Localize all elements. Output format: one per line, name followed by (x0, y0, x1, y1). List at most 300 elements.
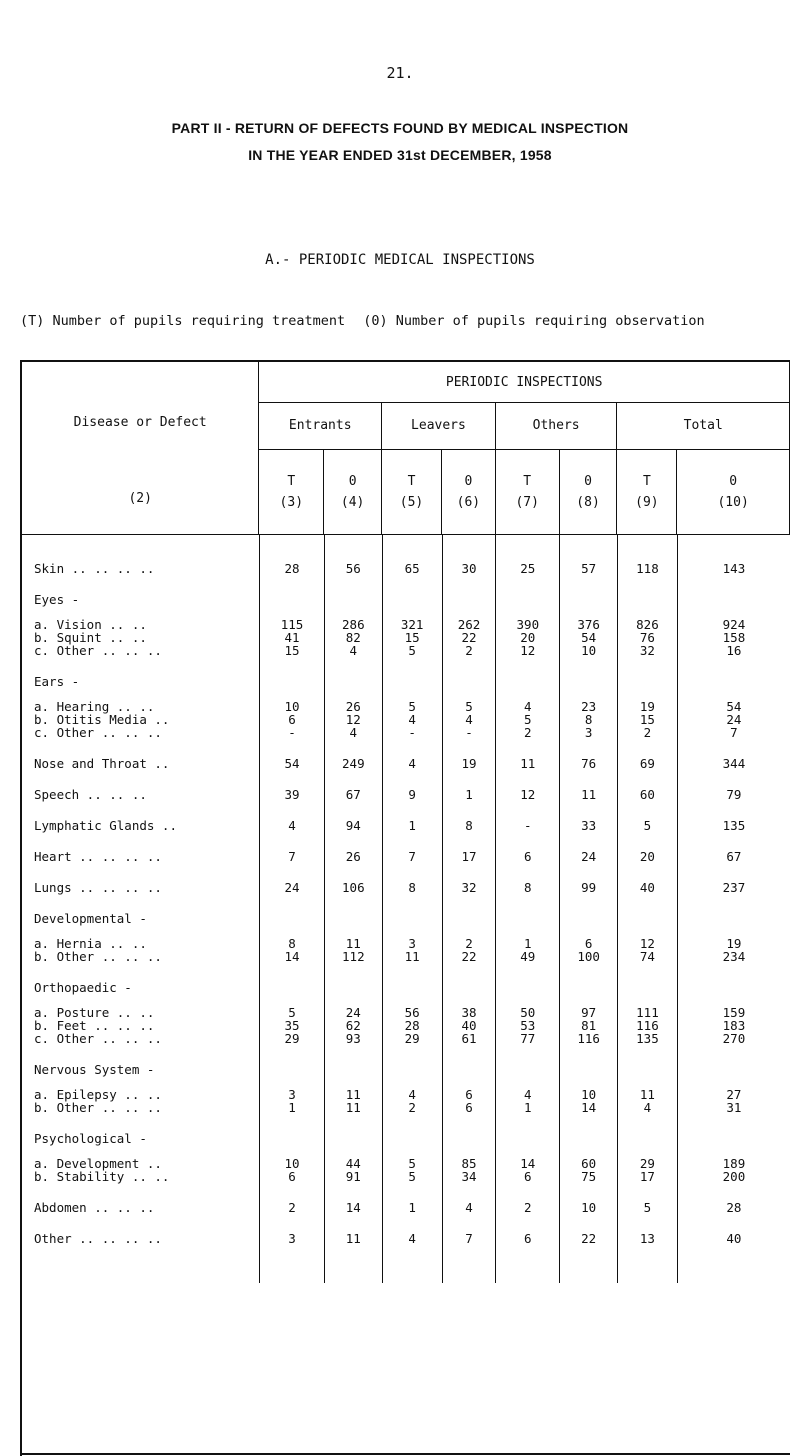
value-cell (324, 1120, 382, 1189)
value-cell (442, 1051, 496, 1120)
value: 12 (345, 712, 361, 727)
value: 5 (408, 643, 416, 658)
value-cell (560, 807, 618, 838)
value-cell (442, 663, 496, 745)
defect-label (22, 776, 260, 807)
value-cell (442, 1189, 496, 1220)
column-header (617, 449, 677, 534)
value: 22 (461, 630, 477, 645)
value: 50 (520, 1005, 536, 1020)
value-cell (560, 869, 618, 900)
value-cell (496, 581, 560, 663)
value: 158 (722, 630, 746, 645)
value: 99 (581, 880, 597, 895)
defect-name: a. Development .. (34, 1156, 162, 1171)
value-cell (560, 969, 618, 1051)
value: 82 (345, 630, 361, 645)
value-cell (382, 969, 442, 1051)
value: 5 (408, 1156, 416, 1171)
value: 40 (726, 1231, 742, 1246)
report-title: PART II - RETURN OF DEFECTS FOUND BY MEDICAL INSPECTION (171, 120, 629, 136)
defect-label (22, 1051, 260, 1120)
value: 85 (461, 1156, 477, 1171)
defect-group-heading: Ears - (34, 674, 80, 689)
value-cell (677, 869, 790, 900)
value: 14 (284, 949, 300, 964)
value-cell (442, 581, 496, 663)
value: 29 (639, 1156, 655, 1171)
value: 100 (577, 949, 600, 964)
value: 4 (349, 725, 358, 740)
value-cell (496, 969, 560, 1051)
value: 28 (726, 1200, 742, 1215)
value: 31 (726, 1100, 742, 1115)
defect-name: b. Feet .. .. .. (34, 1018, 155, 1033)
value-cell (260, 869, 325, 900)
value: 8 (584, 712, 593, 727)
value: 19 (639, 699, 655, 714)
table-row (22, 1051, 790, 1120)
value-cell (382, 1051, 442, 1120)
value: 2 (288, 1200, 296, 1215)
column-number: (7) (515, 494, 539, 510)
value: 22 (581, 1231, 597, 1246)
value: 61 (461, 1031, 477, 1046)
value: 116 (577, 1031, 600, 1046)
column-number: (5) (399, 494, 424, 510)
value: 97 (581, 1005, 597, 1020)
defect-name: b. Other .. .. .. (34, 1100, 162, 1115)
value-cell (496, 534, 560, 581)
value: 118 (636, 561, 659, 576)
value-cell (618, 1051, 678, 1120)
table-body (22, 534, 790, 1283)
value-cell (677, 838, 790, 869)
value: 115 (280, 617, 304, 632)
disease-header-label: Disease or Defect (73, 415, 207, 430)
defect-label (22, 869, 260, 900)
value: 14 (581, 1100, 597, 1115)
value: 67 (726, 849, 742, 864)
value-cell (382, 534, 442, 581)
value-cell (677, 745, 790, 776)
value: 1 (288, 1100, 296, 1115)
value: 1 (408, 818, 416, 833)
value: 27 (726, 1087, 742, 1102)
table-row (22, 969, 790, 1051)
value-cell (496, 745, 560, 776)
table-header (22, 362, 790, 535)
value: 4 (408, 712, 416, 727)
spacer-cell (618, 1251, 678, 1283)
value-cell (560, 663, 618, 745)
defects-table (20, 360, 790, 1456)
value: 8 (288, 936, 296, 951)
value-cell (382, 807, 442, 838)
defect-group-heading: Eyes - (34, 592, 80, 607)
value-cell (260, 900, 325, 969)
value: 3 (408, 936, 416, 951)
value-cell (618, 1189, 678, 1220)
value: 44 (345, 1156, 361, 1171)
value: 15 (284, 643, 300, 658)
value: 32 (461, 880, 477, 895)
value-cell (560, 1189, 618, 1220)
defect-name: Abdomen .. .. .. (34, 1200, 155, 1215)
value: 20 (639, 849, 655, 864)
defect-label (22, 1189, 260, 1220)
value: 53 (520, 1018, 536, 1033)
value: 13 (639, 1231, 655, 1246)
value: 26 (345, 699, 361, 714)
table-row (22, 869, 790, 900)
defect-name: a. Hernia .. .. (34, 936, 147, 951)
defect-label (22, 581, 260, 663)
value-cell (442, 838, 496, 869)
value-cell (442, 807, 496, 838)
value-cell (324, 900, 382, 969)
value: 12 (639, 936, 655, 951)
value: 8 (408, 880, 416, 895)
defect-group-heading: Nervous System - (34, 1062, 155, 1077)
value: - (408, 725, 416, 740)
value: 11 (345, 1087, 361, 1102)
table-row (22, 900, 790, 969)
value: 6 (465, 1100, 473, 1115)
column-number: (10) (717, 494, 749, 510)
legend-observation: (0) Number of pupils requiring observation (363, 313, 705, 329)
value: - (524, 818, 532, 833)
value: 5 (408, 699, 416, 714)
defect-group-heading: Orthopaedic - (34, 980, 132, 995)
defect-name: a. Vision .. .. (34, 617, 147, 632)
value: 9 (408, 787, 416, 802)
value-cell (324, 581, 382, 663)
value: 286 (342, 617, 365, 632)
value-cell (496, 900, 560, 969)
column-number: (3) (279, 494, 304, 510)
spacer-cell (324, 1251, 382, 1283)
value-cell (260, 663, 325, 745)
value: 93 (345, 1031, 361, 1046)
category-header: Total (617, 403, 790, 450)
value: 10 (581, 1087, 597, 1102)
defect-name: Nose and Throat .. (34, 756, 170, 771)
value: 2 (643, 725, 652, 740)
column-letter: 0 (464, 473, 473, 489)
report-subtitle: IN THE YEAR ENDED 31st DECEMBER, 1958 (248, 147, 552, 163)
value-cell (260, 581, 325, 663)
value-cell (677, 1220, 790, 1251)
table-row (22, 1220, 790, 1251)
value: 5 (643, 818, 652, 833)
value: 3 (288, 1231, 296, 1246)
value: 32 (639, 643, 655, 658)
defect-label (22, 663, 260, 745)
value: 237 (722, 880, 746, 895)
value: 65 (404, 561, 420, 576)
table-row (22, 838, 790, 869)
value-cell (382, 900, 442, 969)
value-cell (496, 1220, 560, 1251)
value: 106 (342, 880, 365, 895)
value: 29 (404, 1031, 420, 1046)
column-header (677, 449, 790, 534)
value: 2 (524, 1200, 532, 1215)
value: 12 (520, 787, 536, 802)
value: 4 (465, 712, 473, 727)
value: 12 (520, 643, 536, 658)
value: 1 (524, 1100, 532, 1115)
value-cell (382, 1189, 442, 1220)
value-cell (324, 869, 382, 900)
value-cell (442, 745, 496, 776)
defect-name: a. Hearing .. .. (34, 699, 155, 714)
column-number: (9) (635, 494, 659, 510)
column-letter: T (523, 473, 532, 489)
value-cell (442, 1120, 496, 1189)
value-cell (618, 534, 678, 581)
value: 7 (465, 1231, 473, 1246)
value: 34 (461, 1169, 477, 1184)
value: 135 (722, 818, 746, 833)
category-header: Others (495, 403, 617, 450)
value-cell (677, 900, 790, 969)
value: 75 (581, 1169, 597, 1184)
defect-name: c. Other .. .. .. (34, 725, 162, 740)
value: 321 (400, 617, 424, 632)
column-letter: 0 (348, 473, 357, 489)
value-cell (382, 776, 442, 807)
value-cell (382, 745, 442, 776)
value-cell (260, 969, 325, 1051)
defect-group-heading: Developmental - (34, 911, 147, 926)
value: 49 (520, 949, 536, 964)
column-header (559, 449, 617, 534)
value: 159 (722, 1005, 746, 1020)
value: 11 (345, 936, 361, 951)
spacer-cell (560, 1251, 618, 1283)
value: 5 (408, 1169, 416, 1184)
value: 200 (722, 1169, 746, 1184)
value: 11 (404, 949, 420, 964)
spacer-cell (496, 1251, 560, 1283)
value: 5 (465, 699, 473, 714)
value-cell (324, 1189, 382, 1220)
value-cell (618, 581, 678, 663)
value: 11 (345, 1231, 361, 1246)
value-cell (260, 1220, 325, 1251)
value: 39 (284, 787, 300, 802)
value: 94 (345, 818, 361, 833)
column-header (324, 449, 382, 534)
defect-group-heading: Psychological - (34, 1131, 147, 1146)
column-letter: 0 (584, 473, 592, 489)
defect-name: a. Epilepsy .. .. (34, 1087, 162, 1102)
value: 189 (722, 1156, 746, 1171)
table-row (22, 1120, 790, 1189)
column-header (495, 449, 559, 534)
value: 41 (284, 630, 300, 645)
defect-name: b. Stability .. .. (34, 1169, 170, 1184)
value: 5 (643, 1200, 652, 1215)
value: 24 (345, 1005, 361, 1020)
value: 60 (581, 1156, 597, 1171)
value-cell (560, 838, 618, 869)
value-cell (677, 807, 790, 838)
value: 91 (345, 1169, 361, 1184)
value: 11 (520, 756, 536, 771)
value-cell (260, 1051, 325, 1120)
page-number: 21. (386, 64, 414, 82)
value-cell (677, 1120, 790, 1189)
value: 6 (524, 1169, 532, 1184)
column-letter: T (287, 473, 296, 489)
value: 40 (461, 1018, 477, 1033)
table-row (22, 1189, 790, 1220)
defect-label (22, 1220, 260, 1251)
value: 17 (639, 1169, 655, 1184)
defect-label (22, 534, 260, 581)
legend (20, 313, 800, 329)
value-cell (618, 1120, 678, 1189)
value-cell (677, 663, 790, 745)
value-cell (496, 1189, 560, 1220)
value-cell (677, 776, 790, 807)
value-cell (560, 776, 618, 807)
value-cell (324, 745, 382, 776)
value: 10 (284, 1156, 300, 1171)
value-cell (618, 1220, 678, 1251)
value: 38 (461, 1005, 477, 1020)
value: 62 (345, 1018, 361, 1033)
value-cell (618, 969, 678, 1051)
defect-name: b. Other .. .. .. (34, 949, 162, 964)
value-cell (677, 1189, 790, 1220)
defect-name: b. Otitis Media .. (34, 712, 170, 727)
value-cell (618, 745, 678, 776)
defect-label (22, 807, 260, 838)
table-row (22, 663, 790, 745)
value: 15 (639, 712, 655, 727)
value-cell (442, 776, 496, 807)
value: 4 (288, 818, 296, 833)
value-cell (260, 776, 325, 807)
value: 20 (520, 630, 536, 645)
value: 10 (284, 699, 300, 714)
value: 7 (408, 849, 416, 864)
value-cell (382, 838, 442, 869)
value-cell (324, 663, 382, 745)
value-cell (324, 838, 382, 869)
value: 1 (465, 787, 473, 802)
value-cell (618, 663, 678, 745)
section-heading: A.- PERIODIC MEDICAL INSPECTIONS (265, 252, 535, 268)
value: 1 (524, 936, 532, 951)
value: 2 (465, 643, 473, 658)
value: 3 (584, 725, 593, 740)
value: 24 (726, 712, 742, 727)
value: 826 (636, 617, 659, 632)
value: 4 (643, 1100, 652, 1115)
value-cell (324, 776, 382, 807)
value: 60 (639, 787, 655, 802)
disease-header (22, 362, 259, 535)
value-cell (496, 807, 560, 838)
value: 16 (726, 643, 742, 658)
value: 5 (288, 1005, 296, 1020)
value-cell (260, 807, 325, 838)
value-cell (324, 534, 382, 581)
value-cell (618, 776, 678, 807)
value-cell (324, 969, 382, 1051)
value-cell (324, 1051, 382, 1120)
value: 54 (284, 756, 300, 771)
value: 10 (581, 643, 597, 658)
value: 11 (639, 1087, 655, 1102)
value: 14 (520, 1156, 536, 1171)
value: 56 (404, 1005, 420, 1020)
disease-col-number: (2) (128, 491, 152, 506)
value-cell (382, 581, 442, 663)
value-cell (382, 1120, 442, 1189)
value-cell (260, 1120, 325, 1189)
value: 11 (345, 1100, 361, 1115)
value: 28 (284, 561, 300, 576)
value-cell (560, 1051, 618, 1120)
value: 14 (345, 1200, 361, 1215)
value: 28 (404, 1018, 420, 1033)
value-cell (677, 969, 790, 1051)
value: 35 (284, 1018, 300, 1033)
value: 40 (639, 880, 655, 895)
value: 183 (722, 1018, 746, 1033)
column-number: (6) (456, 494, 481, 510)
value: 112 (342, 949, 365, 964)
spacer-cell (442, 1251, 496, 1283)
value: 6 (288, 1169, 296, 1184)
category-header: Leavers (382, 403, 496, 450)
value-cell (560, 534, 618, 581)
defect-name: Other .. .. .. .. (34, 1231, 162, 1246)
value: 344 (722, 756, 746, 771)
value: 6 (584, 936, 593, 951)
group-header: PERIODIC INSPECTIONS (259, 362, 790, 403)
value-cell (382, 869, 442, 900)
value: 79 (726, 787, 742, 802)
value: 234 (722, 949, 746, 964)
value: 924 (722, 617, 746, 632)
value: 6 (288, 712, 296, 727)
value: 1 (408, 1200, 416, 1215)
value-cell (677, 581, 790, 663)
defect-name: Skin .. .. .. .. (34, 561, 155, 576)
value: 6 (524, 1231, 532, 1246)
value: 67 (345, 787, 361, 802)
value-cell (496, 1120, 560, 1189)
value: 56 (345, 561, 361, 576)
value: 116 (636, 1018, 659, 1033)
value: 3 (288, 1087, 296, 1102)
value-cell (560, 1120, 618, 1189)
value: 24 (284, 880, 300, 895)
value: 2 (524, 725, 532, 740)
spacer-cell (260, 1251, 325, 1283)
value: 262 (457, 617, 481, 632)
defect-name: c. Other .. .. .. (34, 643, 162, 658)
value: 4 (524, 1087, 532, 1102)
value-cell (260, 838, 325, 869)
